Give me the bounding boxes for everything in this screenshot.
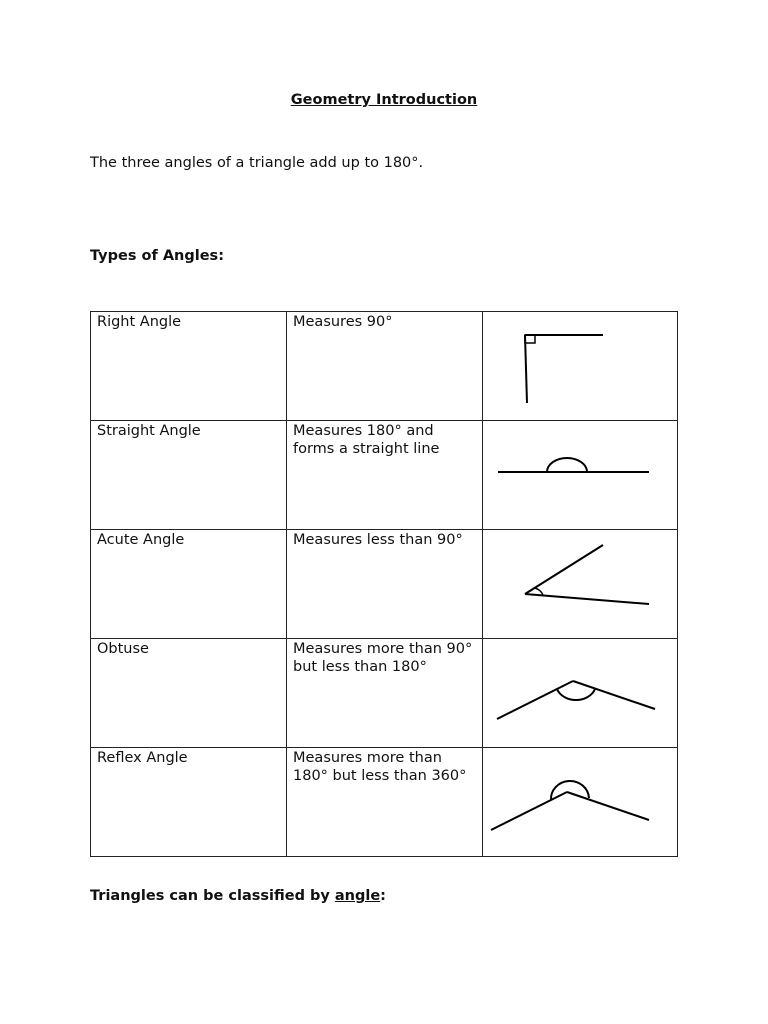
- table-row: [91, 421, 678, 530]
- angle-types-table: [90, 311, 678, 857]
- classify-prefix: Triangles can be classified by: [90, 888, 335, 904]
- classify-keyword: angle: [334, 888, 381, 904]
- intro-text: The three angles of a triangle add up to 180°.: [90, 155, 424, 171]
- reflex-angle-icon: [483, 748, 678, 855]
- right-angle-icon: [483, 312, 678, 419]
- angle-name: Straight Angle: [91, 421, 287, 530]
- angle-name: Reflex Angle: [91, 748, 287, 857]
- classify-suffix: :: [380, 888, 386, 904]
- table-row: [91, 639, 678, 748]
- angle-name: Acute Angle: [91, 530, 287, 639]
- angle-description: Measures more than 180° but less than 360°: [287, 748, 483, 857]
- angle-description: Measures more than 90° but less than 180°: [287, 639, 483, 748]
- angle-name: Obtuse: [91, 639, 287, 748]
- types-heading: Types of Angles:: [90, 248, 224, 264]
- table-row: [91, 312, 678, 421]
- classify-heading: [90, 888, 386, 904]
- angle-description: Measures less than 90°: [287, 530, 483, 639]
- angle-name: Right Angle: [91, 312, 287, 421]
- angle-description: Measures 180° and forms a straight line: [287, 421, 483, 530]
- acute-angle-icon: [483, 530, 678, 637]
- table-row: [91, 530, 678, 639]
- table-row: [91, 748, 678, 857]
- angle-description: Measures 90°: [287, 312, 483, 421]
- obtuse-angle-icon: [483, 639, 678, 746]
- straight-angle-icon: [483, 421, 678, 528]
- page-title: Geometry Introduction: [290, 92, 478, 108]
